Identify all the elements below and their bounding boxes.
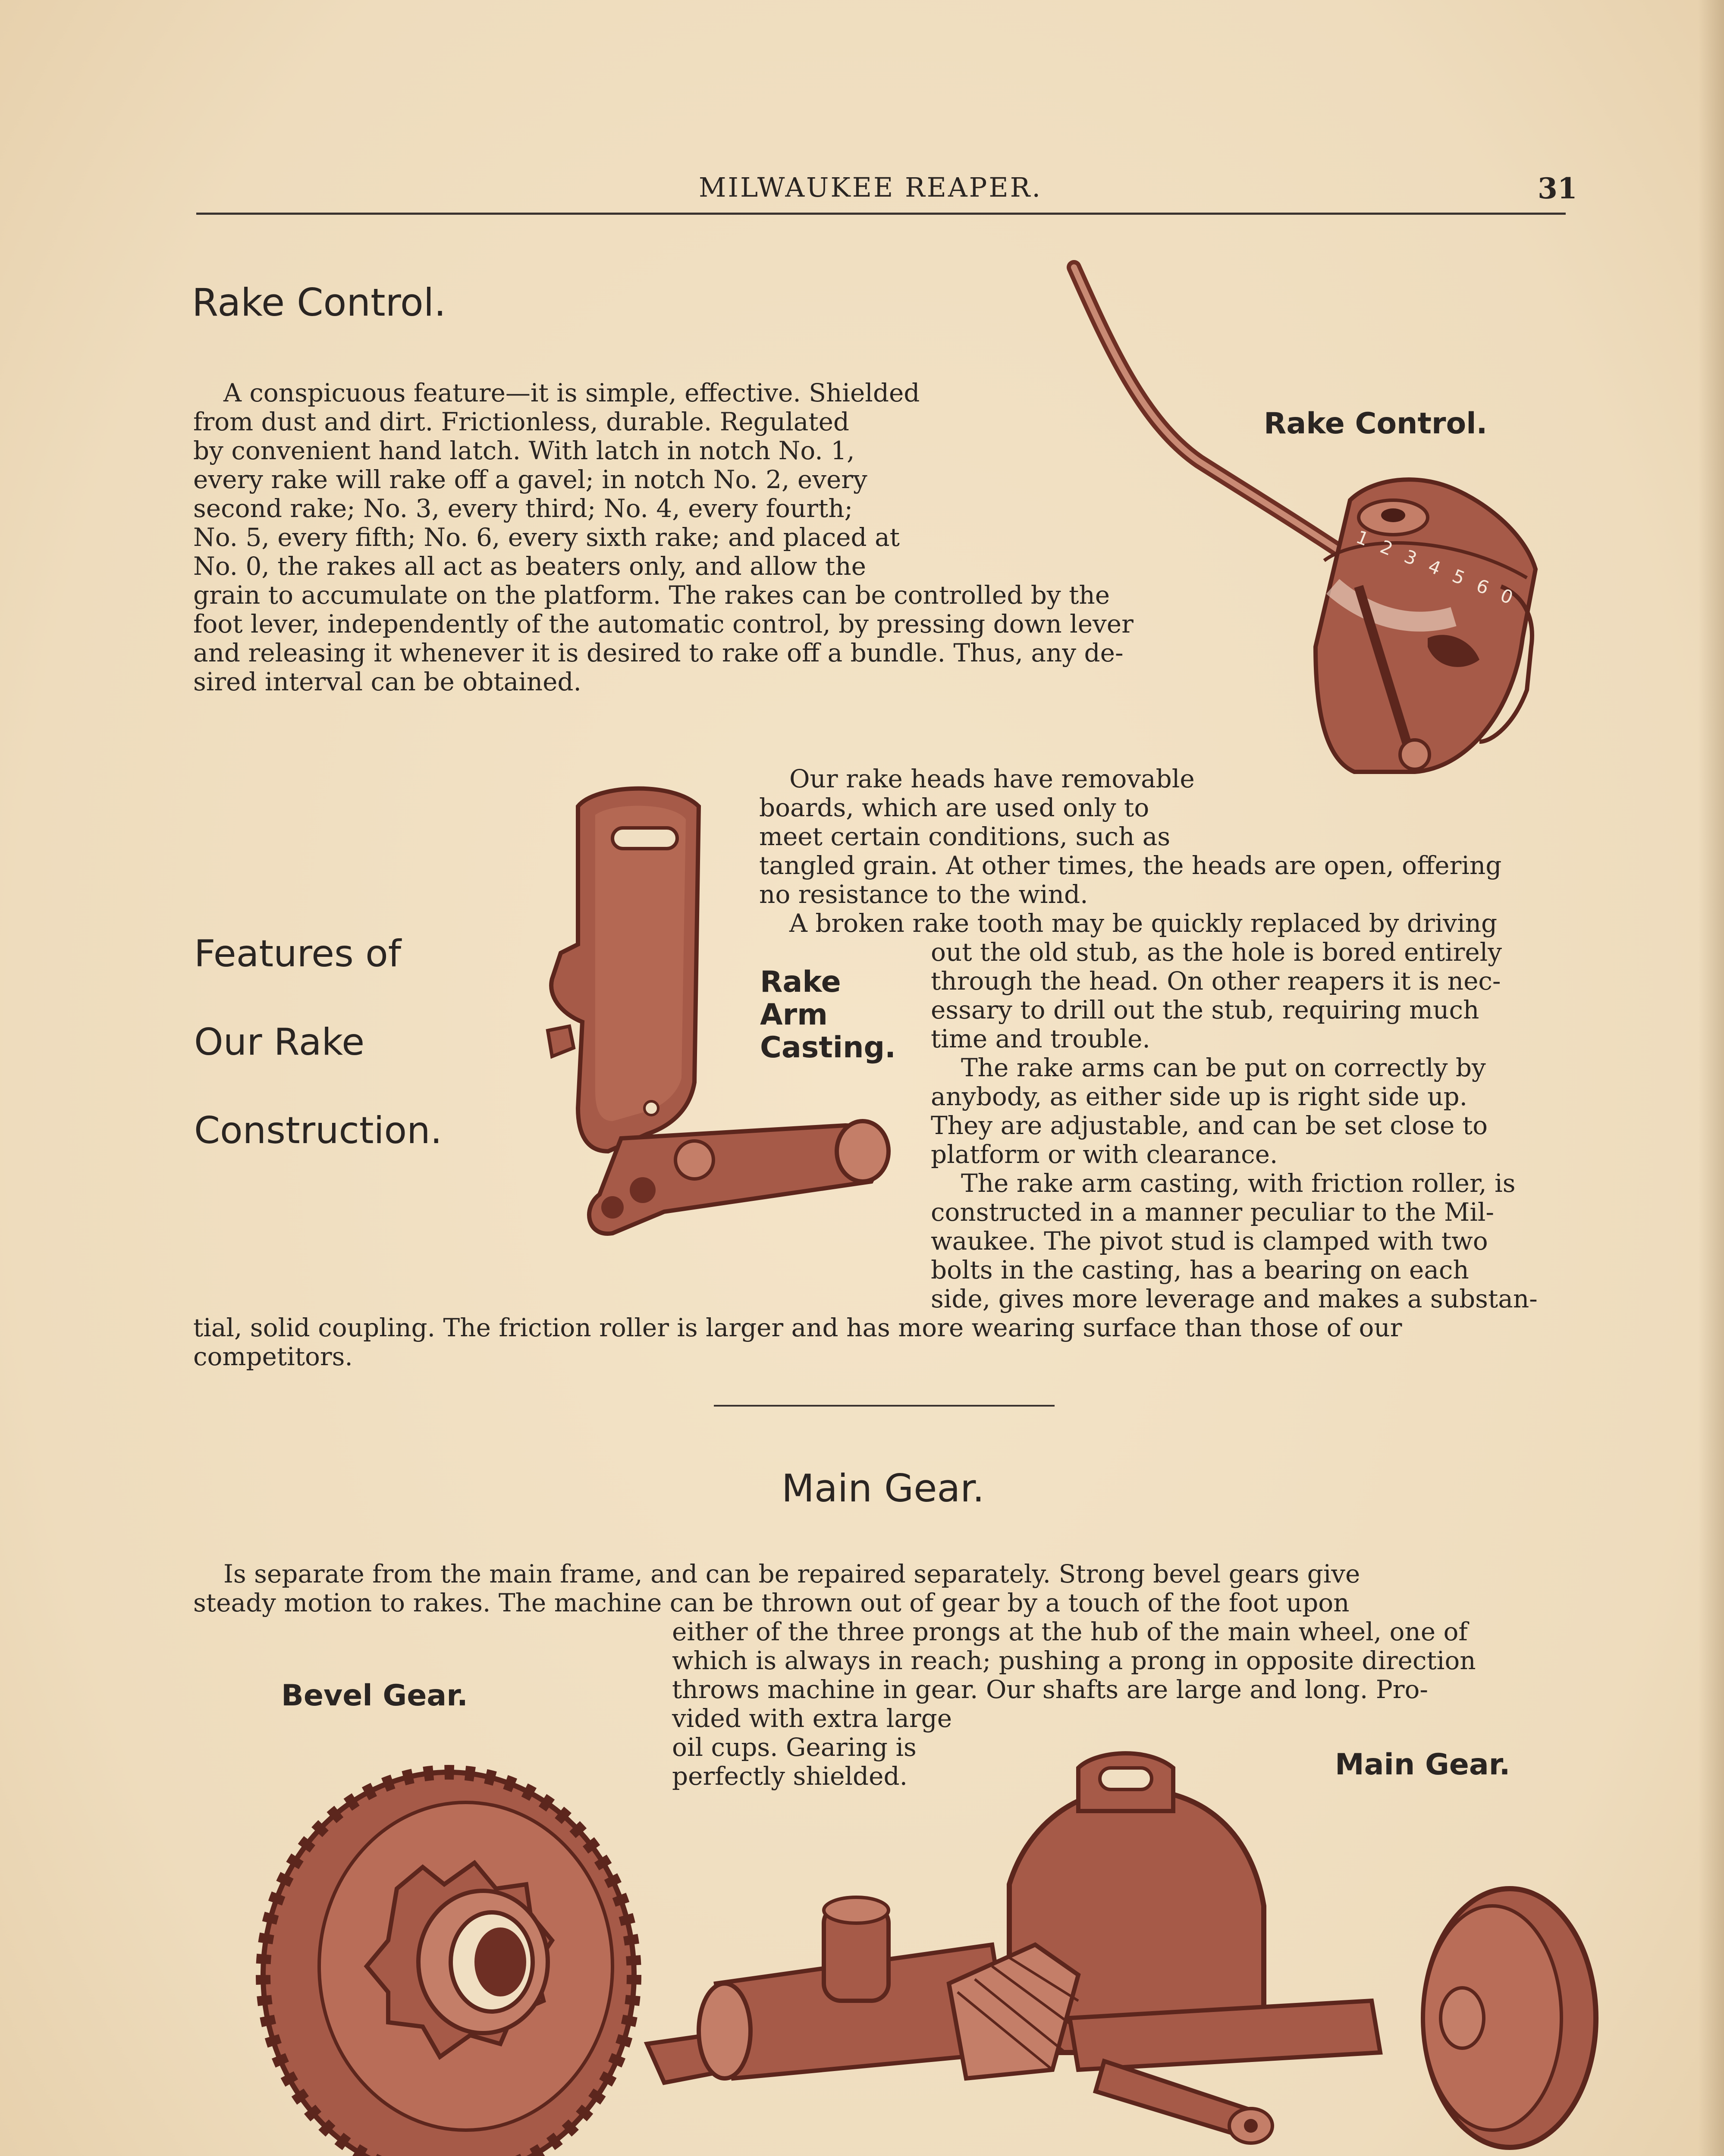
- rake-control-text-narrow: [193, 379, 967, 581]
- text-line: no resistance to the wind.: [759, 880, 1088, 909]
- text-line: throws machine in gear. Our shafts are large and long. Pro-: [672, 1675, 1428, 1704]
- dial-number: 4: [1425, 555, 1448, 581]
- heading-line: Features of: [194, 932, 402, 975]
- text-line: from dust and dirt. Frictionless, durable. Regulated: [193, 407, 850, 436]
- text-line: anybody, as either side up is right side up.: [931, 1082, 1468, 1111]
- text-line: through the head. On other reapers it is nec-: [931, 966, 1501, 996]
- text-line: The rake arm casting, with friction roller, is: [961, 1169, 1516, 1198]
- heading-line: Our Rake: [194, 1021, 365, 1064]
- text-line: out the old stub, as the hole is bored entirely: [931, 937, 1502, 967]
- main-gear-illustration: [638, 1742, 1613, 2152]
- text-line: waukee. The pivot stud is clamped with two: [931, 1226, 1488, 1256]
- text-line: side, gives more leverage and makes a substan-: [931, 1284, 1538, 1313]
- text-line: second rake; No. 3, every third; No. 4, every fourth;: [193, 494, 853, 523]
- caption-line: Rake: [760, 965, 841, 999]
- text-line: oil cups. Gearing is: [672, 1733, 917, 1762]
- text-line: and releasing it whenever it is desired to rake off a bundle. Thus, any de-: [193, 638, 1124, 667]
- text-line: essary to drill out the stub, requiring much: [931, 995, 1479, 1025]
- dial-number: 2: [1377, 536, 1400, 562]
- caption-line: Casting.: [760, 1031, 896, 1065]
- text-line: vided with extra large: [672, 1704, 952, 1733]
- rake-construction-heading: [194, 910, 442, 1175]
- dial-number: 3: [1401, 545, 1424, 571]
- text-line: Is separate from the main frame, and can be repaired separately. Strong bevel gears give: [223, 1559, 1360, 1589]
- rake-control-heading: Rake Control.: [192, 280, 446, 325]
- rake-construction-text-top: [759, 765, 1225, 851]
- rake-control-illustration: [1057, 259, 1617, 785]
- text-line: grain to accumulate on the platform. The rakes can be controlled by the: [193, 580, 1110, 610]
- dial-number: 5: [1449, 565, 1472, 591]
- text-line: meet certain conditions, such as: [759, 822, 1171, 851]
- page-number: 31: [1538, 172, 1577, 205]
- rake-construction-text-wide: [759, 851, 1570, 938]
- rake-construction-text-full: [193, 1313, 1570, 1371]
- text-line: tangled grain. At other times, the heads are open, offering: [759, 851, 1502, 880]
- rake-construction-text-narrow: [931, 938, 1570, 1313]
- main-gear-text-full: [193, 1560, 1570, 1617]
- rake-control-caption: Rake Control.: [1264, 407, 1488, 441]
- dial-number: 6: [1473, 574, 1496, 601]
- text-line: bolts in the casting, has a bearing on each: [931, 1255, 1469, 1285]
- rake-arm-casting-caption: [760, 966, 896, 1064]
- page-edge-shadow: [1698, 0, 1724, 2156]
- text-line: Our rake heads have removable: [789, 764, 1195, 793]
- text-line: No. 0, the rakes all act as beaters only, and allow the: [193, 552, 866, 581]
- text-line: platform or with clearance.: [931, 1140, 1278, 1169]
- main-gear-caption: Main Gear.: [1335, 1748, 1510, 1782]
- text-line: time and trouble.: [931, 1024, 1150, 1053]
- text-line: which is always in reach; pushing a prong in opposite direction: [672, 1646, 1476, 1675]
- dial-number: 1: [1353, 526, 1376, 552]
- text-line: sired interval can be obtained.: [193, 667, 581, 696]
- text-line: No. 5, every fifth; No. 6, every sixth rake; and placed at: [193, 523, 900, 552]
- bevel-gear-illustration: [242, 1759, 651, 2156]
- text-line: They are adjustable, and can be set close to: [931, 1111, 1488, 1140]
- running-header: MILWAUKEE REAPER.: [699, 172, 1043, 203]
- text-line: every rake will rake off a gavel; in notch No. 2, every: [193, 465, 867, 494]
- section-divider: [714, 1405, 1055, 1407]
- header-rule: [196, 213, 1566, 215]
- text-line: foot lever, independently of the automatic control, by pressing down lever: [193, 609, 1134, 639]
- heading-line: Construction.: [194, 1109, 442, 1152]
- dial-number: 0: [1497, 584, 1520, 610]
- text-line: constructed in a manner peculiar to the Mil-: [931, 1197, 1495, 1227]
- text-line: tial, solid coupling. The friction roller is larger and has more wearing surface than those of our: [193, 1313, 1402, 1342]
- text-line: perfectly shielded.: [672, 1761, 908, 1791]
- text-line: by convenient hand latch. With latch in notch No. 1,: [193, 436, 855, 465]
- text-line: competitors.: [193, 1342, 353, 1371]
- main-gear-text-mid: [672, 1617, 1570, 1704]
- text-line: either of the three prongs at the hub of the main wheel, one of: [672, 1617, 1468, 1646]
- caption-line: Arm: [760, 998, 828, 1032]
- text-line: The rake arms can be put on correctly by: [961, 1053, 1486, 1082]
- text-line: steady motion to rakes. The machine can be thrown out of gear by a touch of the foot upon: [193, 1588, 1350, 1617]
- text-line: A broken rake tooth may be quickly replaced by driving: [789, 909, 1498, 938]
- text-line: A conspicuous feature—it is simple, effective. Shielded: [223, 378, 920, 407]
- bevel-gear-caption: Bevel Gear.: [281, 1679, 468, 1713]
- text-line: boards, which are used only to: [759, 793, 1149, 822]
- main-gear-heading: Main Gear.: [782, 1466, 985, 1510]
